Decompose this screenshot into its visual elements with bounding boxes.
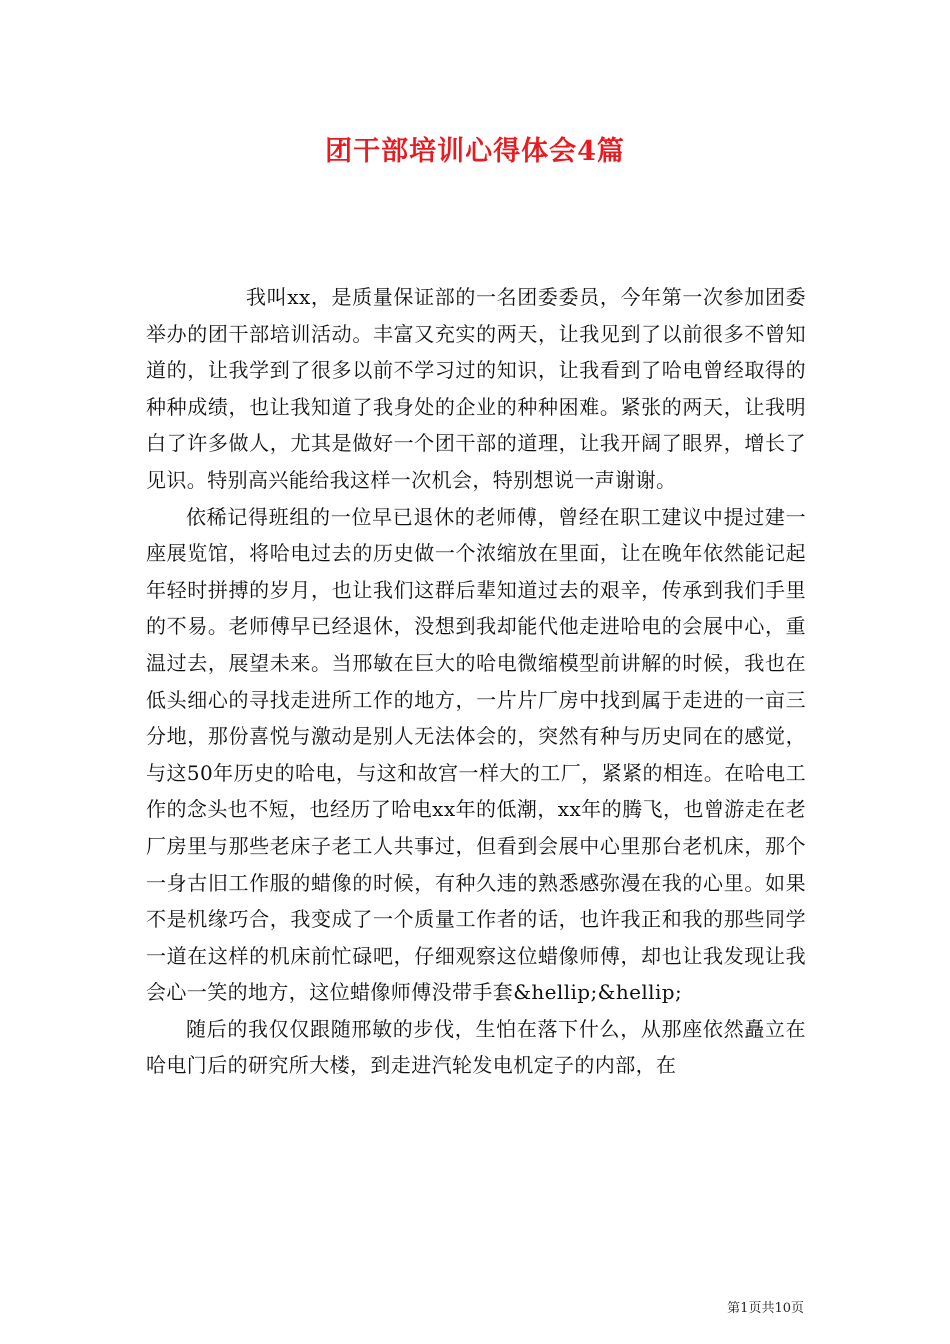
document-title: 团干部培训心得体会4篇 (325, 136, 625, 167)
paragraph-2: 依稀记得班组的一位早已退休的老师傅，曾经在职工建议中提过建一座展览馆，将哈电过去的历史做一个浓缩放在里面，让在晚年依然能记起年轻时拼搏的岁月，也让我们这群后辈知道过去的艰辛，传承到我们手里的不易。老师傅早已经退休，没想到我却能代他走进哈电的会展中心，重温过去，展望未来。当邢敏在巨大的哈电微缩模型前讲解的时候，我也在低头细心的寻找走进所工作的地方，一片片厂房中找到属于走进的一亩三分地，那份喜悦与激动是别人无法体会的，突然有种与历史同在的感觉，与这50年历史的哈电，与这和故宫一样大的工厂，紧紧的相连。在哈电工作的念头也不短，也经历了哈电xx年的低潮，xx年的腾飞，也曾游走在老厂房里与那些老床子老工人共事过，但看到会展中心里那台老机床，那个一身古旧工作服的蜡像的时候，有种久违的熟悉感弥漫在我的心里。如果不是机缘巧合，我变成了一个质量工作者的话，也许我正和我的那些同学一道在这样的机床前忙碌吧，仔细观察这位蜡像师傅，却也让我发现让我会心一笑的地方，这位蜡像师傅没带手套&hellip;&hellip; (146, 504, 806, 1005)
document-body (146, 279, 806, 1084)
paragraph-1: 我叫xx，是质量保证部的一名团委委员，今年第一次参加团委举办的团干部培训活动。丰富又充实的两天，让我见到了以前很多不曾知道的，让我学到了很多以前不学习过的知识，让我看到了哈电曾经取得的种种成绩，也让我知道了我身处的企业的种种困难。紧张的两天，让我明白了许多做人，尤其是做好一个团干部的道理，让我开阔了眼界，增长了见识。特别高兴能给我这样一次机会，特别想说一声谢谢。 (146, 285, 806, 492)
page-number-footer: 第1页共10页 (727, 1301, 804, 1316)
paragraph-3: 随后的我仅仅跟随邢敏的步伐，生怕在落下什么，从那座依然矗立在哈电门后的研究所大楼，到走进汽轮发电机定子的内部，在 (146, 1016, 806, 1078)
